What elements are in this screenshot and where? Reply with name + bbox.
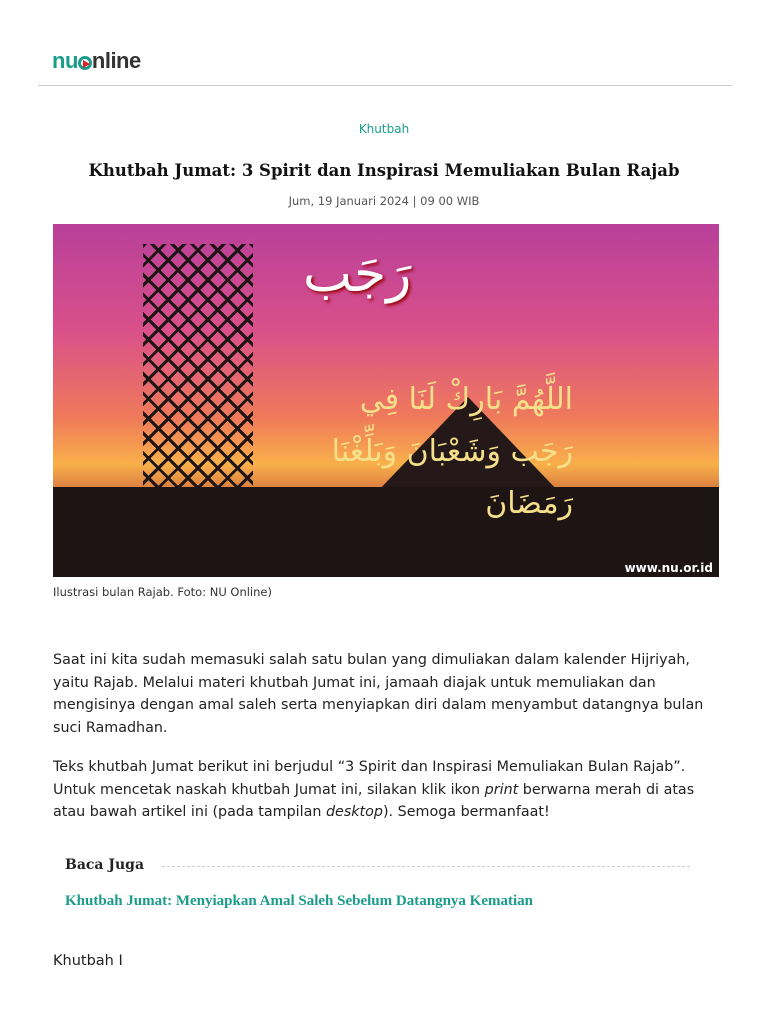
header-divider [38,85,732,86]
baca-juga-divider [162,866,690,867]
category-link[interactable]: Khutbah [358,122,410,136]
play-icon [78,56,92,70]
emphasis: print [484,781,519,798]
image-caption: Ilustrasi bulan Rajab. Foto: NU Online) [53,585,272,599]
arabic-title: رَجَب [303,244,412,304]
text: ). Semoga bermanfaat! [382,804,550,820]
baca-juga-label: Baca Juga [65,857,145,873]
related-article-link[interactable]: Khutbah Jumat: Menyiapkan Amal Saleh Sebelum Datangnya Kematian [65,893,533,909]
paragraph-2 [53,756,723,824]
text: Teks khutbah Jumat berikut ini berjudul “3 Spirit dan Inspirasi Memuliakan Bulan Rajab”. Untuk mencetak naskah khutbah Jumat ini, silakan klik ikon [53,759,686,798]
nu-online-logo[interactable]: nu nline [52,48,141,73]
article-date: Jum, 19 Januari 2024 | 09 00 WIB [288,194,480,208]
paragraph-1: Saat ini kita sudah memasuki salah satu bulan yang dimuliakan dalam kalender Hijriyah, yaitu Rajab. Melalui materi khutbah Jumat ini, jamaah diajak untuk memuliakan dan mengisinya dengan amal saleh serta menyiapkan diri dalam menyambut datangnya bulan suci Ramadhan. [53,652,704,736]
text: berwarna merah di atas atau bawah artikel ini (pada tampilan [53,781,695,820]
section-heading: Khutbah I [53,953,123,969]
article-image [53,224,719,577]
article-title: Khutbah Jumat: 3 Spirit dan Inspirasi Memuliakan Bulan Rajab [88,161,680,180]
emphasis: desktop [325,804,383,820]
arabic-prayer: اللَّهُمَّ بَارِكْ لَنَا فِي رَجَب وَشَعْبَانَ وَبَلِّغْنَا رَمَضَانَ [331,382,573,521]
image-watermark: www.nu.or.id [624,561,713,575]
